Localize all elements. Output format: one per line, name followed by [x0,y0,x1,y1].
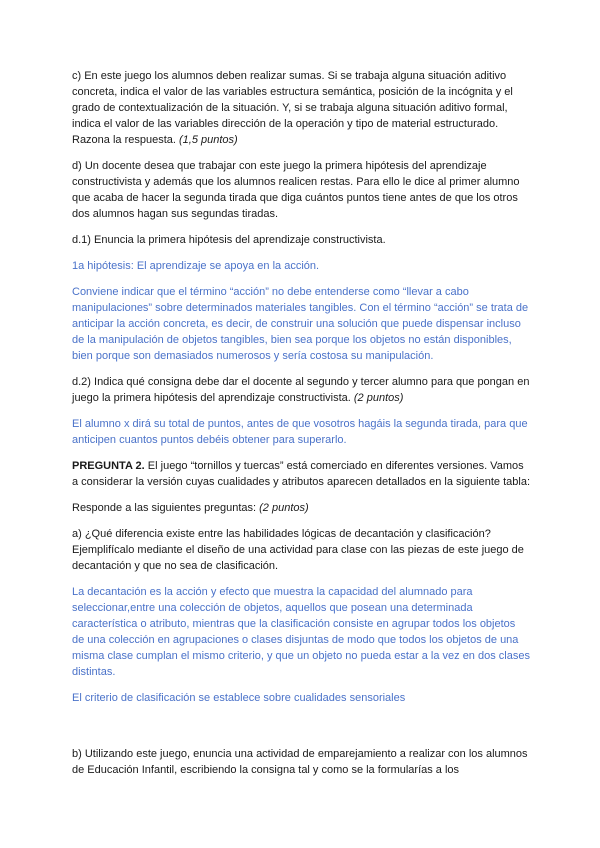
pregunta-2-label: PREGUNTA 2. [72,460,145,472]
responde-points: (2 puntos) [259,502,309,514]
question-d2-points: (2 puntos) [353,392,404,404]
question-a: a) ¿Qué diferencia existe entre las habilidades lógicas de decantación y clasificación? Ejemplifícalo mediante el diseño de una actividad para clase con las piezas de este juego de decantación y que no sea de clasificación. [72,528,524,572]
question-c-points: (1,5 puntos) [179,134,238,146]
answer-d1-title: 1a hipótesis: El aprendizaje se apoya en la acción. [72,260,320,272]
question-c: c) En este juego los alumnos deben realizar sumas. Si se trabaja alguna situación aditivo concreta, indica el valor de las variables estructura semántica, posición de la incógnita y el grado de contextualización de la situación. Y, si se trabaja alguna situación aditivo formal, indica el valor de las variables dirección de la operación y tipo de material estructurado. Razona la respuesta. (1,5 puntos) [72,70,513,146]
answer-a-criterion: El criterio de clasificación se establece sobre cualidades sensoriales [72,692,406,704]
question-d2: d.2) Indica qué consigna debe dar el docente al segundo y tercer alumno para que pongan en juego la primera hipótesis del aprendizaje constructivista. (2 puntos) [72,376,530,404]
answer-d2: El alumno x dirá su total de puntos, antes de que vosotros hagáis la segunda tirada, para que anticipen cuantos puntos debéis obtener para superarlo. [72,418,528,446]
answer-d1-body: Conviene indicar que el término “acción” no debe entenderse como “llevar a cabo manipulaciones” sobre determinados materiales tangibles. Con el término “acción” se trata de anticipar la acción concreta, es decir, de construir una solución que puede dispensar incluso de la manipulación de objetos tangibles, bien sea porque los objetos no están disponibles, bien porque son demasiados numerosos y sería costosa su manipulación. [72,286,529,362]
responde-instruction: Responde a las siguientes preguntas: (2 puntos) [72,502,309,514]
question-d1: d.1) Enuncia la primera hipótesis del aprendizaje constructivista. [72,234,386,246]
pregunta-2: PREGUNTA 2. El juego “tornillos y tuercas” está comerciado en diferentes versiones. Vamos a considerar la versión cuyas cualidades y atributos aparecen detallados en la siguiente tabla: [72,460,531,488]
question-b: b) Utilizando este juego, enuncia una actividad de emparejamiento a realizar con los alumnos de Educación Infantil, escribiendo la consigna tal y como se la formularías a los [72,748,528,776]
answer-a: La decantación es la acción y efecto que muestra la capacidad del alumnado para seleccionar,entre una colección de objetos, aquellos que posean una determinada característica o atributo, mientras que la clasificación consiste en agrupar todos los objetos de una colección en agrupaciones o clases disjuntas de modo que todos los objetos de una misma clase cumplan el mismo criterio, y que un objeto no pueda estar a la vez en dos clases distintas. [72,586,530,678]
question-d: d) Un docente desea que trabajar con este juego la primera hipótesis del aprendizaje constructivista y además que los alumnos realicen restas. Para ello le dice al primer alumno que acaba de hacer la segunda tirada que diga cuántos puntos tiene antes de que los otros dos alumnos hagan sus segundas tiradas. [72,160,520,220]
